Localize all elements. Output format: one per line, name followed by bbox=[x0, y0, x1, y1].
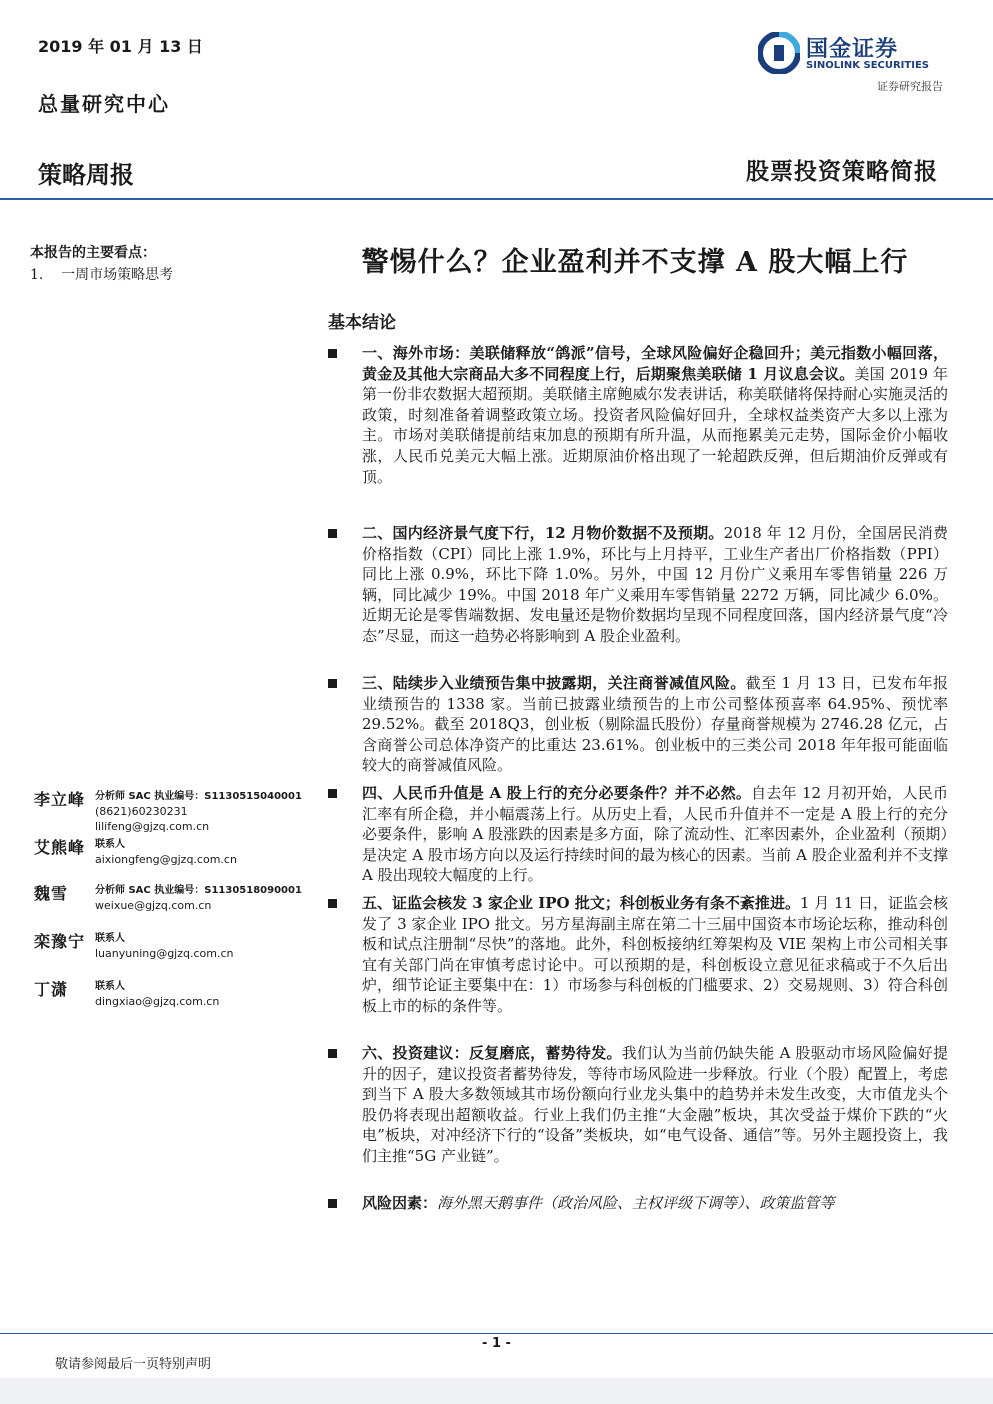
analyst-email[interactable]: luanyuning@gjzq.com.cn bbox=[95, 947, 234, 960]
report-title: 警惕什么？企业盈利并不支撑 A 股大幅上行 bbox=[361, 247, 909, 278]
conclusion-body: 自去年 12 月初开始，人民币汇率有所企稳，并小幅震荡上行。从历史上看，人民币升值并不一定是 A 股上行的充分必要条件，影响 A 股涨跌的因素是多方面，除了流动性、汇率因素外，企业盈利（预期）是决定 A 股市场方向以及运行持续时间的最为核心的因素。当前 A 股企业盈利并不支撑 A 股出现较大幅度的上行。 bbox=[362, 784, 948, 885]
conclusion-body: 1 月 11 日，证监会核发了 3 家企业 IPO 批文。另方星海副主席在第二十三届中国资本市场论坛称，推动科创板和试点注册制“尽快”的落地。此外，科创板接纳红筹架构及 VIE 架构上市公司相关事宜有关部门尚在审慎考虑讨论中。可以预期的是，科创板设立意见征求稿或于不久后出炉，细节论证主要集中在：1）市场参与科创板的门槛要求、2）交易规则、3）符合科创板上市的标的条件等。 bbox=[362, 894, 948, 1015]
conclusion-headline: 一、海外市场：美联储释放“鸽派”信号，全球风险偏好企稳回升；美元指数小幅回落，黄金及其他大宗商品大多不同程度上行，后期聚焦美联储 1 月议息会议。 bbox=[362, 344, 948, 383]
analyst-role: 联系人 bbox=[95, 981, 125, 992]
conclusion-headline: 四、人民币升值是 A 股上行的充分必要条件？并不必然。 bbox=[362, 784, 752, 802]
analyst-name: 丁潇 bbox=[34, 980, 69, 999]
conclusion-headline: 五、证监会核发 3 家企业 IPO 批文；科创板业务有条不紊推进。 bbox=[362, 894, 800, 912]
conclusion-headline: 三、陆续步入业绩预告集中披露期，关注商誉减值风险。 bbox=[362, 674, 746, 692]
conclusion-body: 美国 2019 年第一份非农数据大超预期。美联储主席鲍威尔发表讲话，称美联储将保持耐心实施灵活的政策，时刻准备着调整政策立场。投资者风险偏好回升，全球权益类资产大多以上涨为主。市场对美联储提前结束加息的预期有所升温，从而拖累美元走势，国际金价小幅收涨，人民币兑美元大幅上涨。近期原油价格出现了一轮超跌反弹，但后期油价反弹或有顶。 bbox=[362, 364, 948, 486]
conclusion-item bbox=[328, 343, 948, 487]
conclusion-item bbox=[328, 893, 948, 1017]
analyst-email[interactable]: aixiongfeng@gjzq.com.cn bbox=[95, 853, 237, 866]
report-type: 策略周报 bbox=[38, 161, 134, 189]
analyst-role: 联系人 bbox=[95, 933, 125, 944]
analyst-email[interactable]: dingxiao@gjzq.com.cn bbox=[95, 995, 220, 1008]
conclusion-item bbox=[328, 673, 948, 776]
conclusion-item bbox=[328, 523, 948, 647]
conclusion-headline: 二、国内经济景气度下行，12 月物价数据不及预期。 bbox=[362, 524, 724, 542]
sidebar-heading: 本报告的主要看点： bbox=[30, 245, 156, 261]
analyst-role: 联系人 bbox=[95, 839, 125, 850]
bullet-square-icon bbox=[328, 679, 337, 688]
conclusion-body: 2018 年 12 月份，全国居民消费价格指数（CPI）同比上涨 1.9%，环比与上月持平，工业生产者出厂价格指数（PPI）同比上涨 0.9%，环比下降 1.0%。另外，中国 12 月份广义乘用车零售销量 226 万辆，同比减少 19%。中国 2018 年广义乘用车零售销量 2272 万辆，同比减少 6.0%。近期无论是零售端数据、发电量还是物价数据均呈现不同程度回落，国内经济景气度“冷态”尽显，而这一趋势必将影响到 A 股企业盈利。 bbox=[362, 524, 948, 645]
sidebar-item-number: 1. bbox=[30, 267, 44, 283]
risk-label: 风险因素： bbox=[362, 1194, 438, 1212]
bullet-square-icon bbox=[328, 1199, 337, 1208]
logo-subtitle: 证券研究报告 bbox=[877, 80, 943, 93]
analyst-role: 分析师 SAC 执业编号：S1130518090001 bbox=[95, 885, 302, 896]
risk-factors bbox=[328, 1193, 948, 1214]
analyst-name: 栾豫宁 bbox=[34, 932, 86, 951]
analyst-name: 魏雪 bbox=[34, 884, 69, 903]
section-heading: 基本结论 bbox=[328, 313, 396, 333]
analyst-name: 李立峰 bbox=[34, 790, 86, 809]
bullet-square-icon bbox=[328, 1049, 337, 1058]
header-divider bbox=[0, 198, 993, 200]
conclusion-body: 我们认为当前仍缺失能 A 股驱动市场风险偏好提升的因子，建议投资者蓄势待发，等待市场风险进一步释放。行业（个股）配置上，考虑到当下 A 股大多数领域其市场份额向行业龙头集中的趋势并未发生改变，大市值龙头个股仍将表现出超额收益。行业上我们仍主推“大金融”板块，其次受益于煤价下跌的“火电”板块，对冲经济下行的“设备”类板块，如“电气设备、通信”等。另外主题投资上，我们主推“5G 产业链”。 bbox=[362, 1044, 948, 1165]
risk-text: 海外黑天鹅事件（政治风险、主权评级下调等）、政策监管等 bbox=[437, 1194, 835, 1212]
conclusion-item bbox=[328, 1043, 948, 1167]
footer-disclaimer: 敬请参阅最后一页特别声明 bbox=[55, 1357, 212, 1372]
footer-divider bbox=[0, 1333, 993, 1334]
company-logo bbox=[758, 30, 948, 80]
report-date: 2019 年 01 月 13 日 bbox=[38, 37, 203, 56]
bullet-square-icon bbox=[328, 529, 337, 538]
logo-name-en: SINOLINK SECURITIES bbox=[806, 60, 929, 71]
report-category: 股票投资策略简报 bbox=[746, 158, 938, 185]
conclusion-headline: 六、投资建议：反复磨底，蓄势待发。 bbox=[362, 1044, 622, 1062]
bullet-square-icon bbox=[328, 349, 337, 358]
footer-band bbox=[0, 1378, 993, 1404]
sinolink-logo-icon bbox=[758, 32, 800, 74]
analyst-email[interactable]: lilifeng@gjzq.com.cn bbox=[95, 820, 210, 833]
page-number: - 1 - bbox=[482, 1336, 511, 1351]
bullet-square-icon bbox=[328, 789, 337, 798]
sidebar-item-label: 一周市场策略思考 bbox=[61, 267, 174, 283]
conclusion-body: 截至 1 月 13 日，已发布年报业绩预告的 1338 家。当前已披露业绩预告的上市公司整体预喜率 64.95%、预忧率 29.52%。截至 2018Q3，创业板（剔除温氏股份）存量商誉规模为 2746.28 亿元，占含商誉公司总体净资产的比重达 23.61%。创业板中的三类公司 2018 年年报可能面临较大的商誉减值风险。 bbox=[362, 674, 948, 775]
logo-name-cn: 国金证券 bbox=[806, 37, 899, 62]
sidebar-item bbox=[30, 264, 173, 284]
analyst-phone: (8621)60230231 bbox=[95, 805, 188, 818]
conclusion-item bbox=[328, 783, 948, 886]
analyst-role: 分析师 SAC 执业编号：S1130515040001 bbox=[95, 791, 302, 802]
bullet-square-icon bbox=[328, 899, 337, 908]
analyst-name: 艾熊峰 bbox=[34, 838, 86, 857]
analyst-email[interactable]: weixue@gjzq.com.cn bbox=[95, 899, 212, 912]
research-center: 总量研究中心 bbox=[38, 92, 170, 116]
